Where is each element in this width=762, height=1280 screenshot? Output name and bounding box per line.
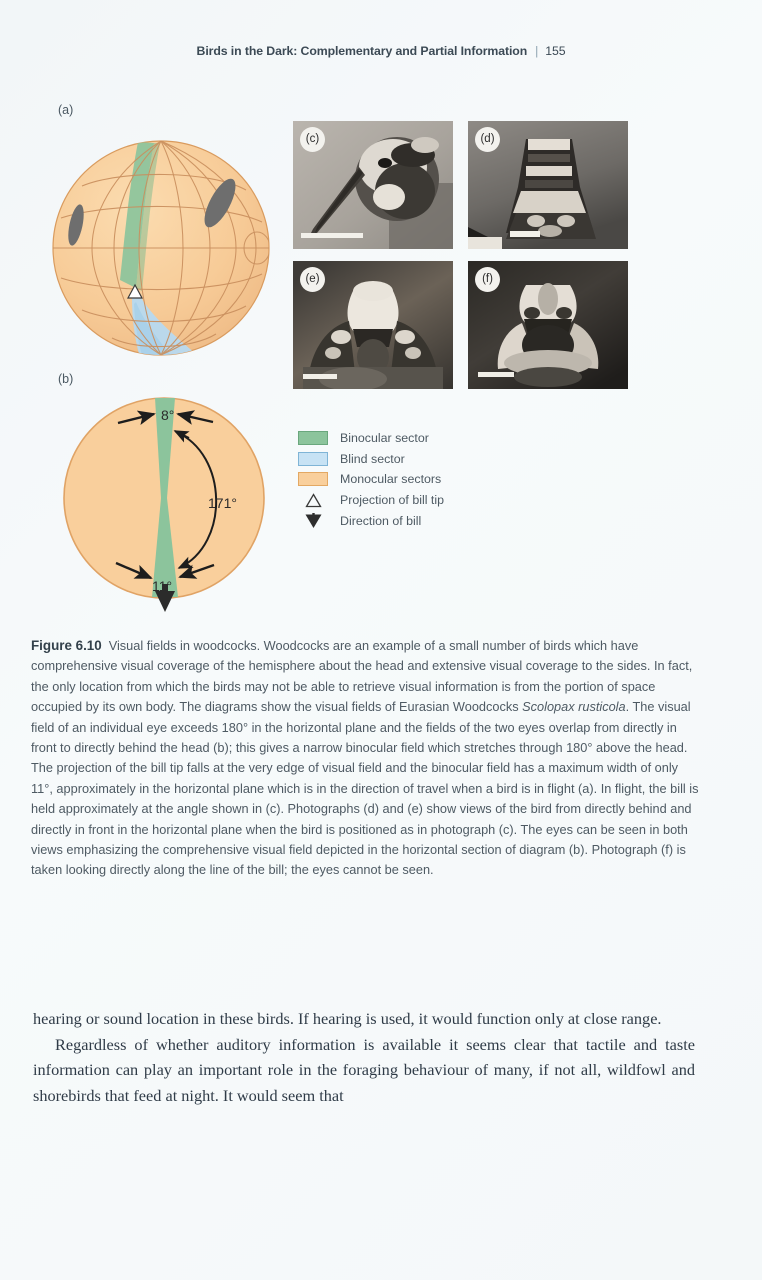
photograph-f: [468, 261, 628, 389]
horizontal-section-svg: [56, 388, 272, 612]
running-head-title: Birds in the Dark: Complementary and Partial Information: [196, 44, 528, 58]
direction-of-bill-icon: [297, 513, 329, 528]
binocular-sector-swatch: [297, 431, 329, 446]
page-number: 155: [545, 44, 566, 58]
legend-label-direction-of-bill: Direction of bill: [340, 513, 422, 528]
caption-text-part-2: . The visual field of an individual eye exceeds 180° in the horizontal plane and the fields of the two eyes overlap from directly in front to directly behind the head (b); this gives a narrow binocular field which stretches through 180° above the head. The projection of the bill tip falls at the very edge of visual field and the binocular field has a maximum width of only 11°, approximately in the horizontal plane which is in the direction of travel when a bird is in flight (a). In flight, the bill is held approximately at the angle shown in (c). Photographs (d) and (e) show views of the bird from directly behind and directly in front in the horizontal plane when the bird is positioned as in photograph (c). The eyes can be seen in both views emphasizing the comprehensive visual field depicted in the horizontal section of diagram (b). Photograph (f) is taken looking directly along the line of the bill; the eyes cannot be seen.: [31, 699, 699, 878]
photograph-c-tag: (c): [300, 127, 325, 152]
legend-item-direction-of-bill: [297, 510, 527, 531]
photograph-e: [293, 261, 453, 389]
angle-label-11: 11°: [152, 578, 173, 594]
diagram-horizontal-section: [56, 388, 272, 612]
legend-label-blind-sector: Blind sector: [340, 451, 405, 466]
diagram-visual-field-sphere: [50, 128, 272, 368]
caption-text-part-1: Visual fields in woodcocks. Woodcocks are an example of a small number of birds which have comprehensive visual coverage of the hemisphere about the head and extensive visual coverage to the sides. In fact, the only location from which the birds may not be able to retrieve visual information is from the portion of space occupied by its own body. The diagrams show the visual fields of Eurasian Woodcocks: [31, 638, 693, 715]
caption-species-name: Scolopax rusticola: [522, 699, 626, 715]
body-text: [33, 1006, 695, 1108]
legend-item-blind-sector: [297, 449, 527, 470]
monocular-sectors-swatch: [297, 472, 329, 487]
legend-label-binocular-sector: Binocular sector: [340, 431, 429, 446]
figure-number: Figure 6.10: [31, 638, 102, 653]
direction-of-bill-arrow: [155, 591, 175, 612]
angle-label-171: 171°: [208, 495, 237, 511]
photograph-e-tag: (e): [300, 267, 325, 292]
running-head-separator: |: [535, 44, 539, 58]
legend-item-binocular-sector: [297, 428, 527, 449]
figure-legend: [297, 428, 527, 531]
photograph-f-tag: (f): [475, 267, 500, 292]
photograph-c: [293, 121, 453, 249]
legend-label-monocular-sectors: Monocular sectors: [340, 472, 442, 487]
legend-item-projection-of-bill-tip: [297, 490, 527, 511]
blind-sector-swatch: [297, 451, 329, 466]
legend-item-monocular-sectors: [297, 469, 527, 490]
running-head: [0, 44, 762, 58]
legend-label-projection-of-bill-tip: Projection of bill tip: [340, 493, 444, 508]
body-paragraph-1: hearing or sound location in these birds. If hearing is used, it would function only at close range.: [33, 1009, 662, 1028]
photograph-d-tag: (d): [475, 127, 500, 152]
panel-label-b: (b): [58, 372, 74, 386]
photograph-d: [468, 121, 628, 249]
sphere-svg: [50, 128, 272, 368]
projection-of-bill-tip-icon: [297, 493, 329, 508]
body-paragraph-2: Regardless of whether auditory information is available it seems clear that tactile and taste information can play an important role in the foraging behaviour of many, if not all, wildfowl and shorebirds that feed at night. It would seem that: [33, 1034, 695, 1105]
panel-label-a: (a): [58, 103, 74, 117]
figure-caption: [31, 636, 699, 881]
angle-label-8: 8°: [161, 407, 175, 423]
